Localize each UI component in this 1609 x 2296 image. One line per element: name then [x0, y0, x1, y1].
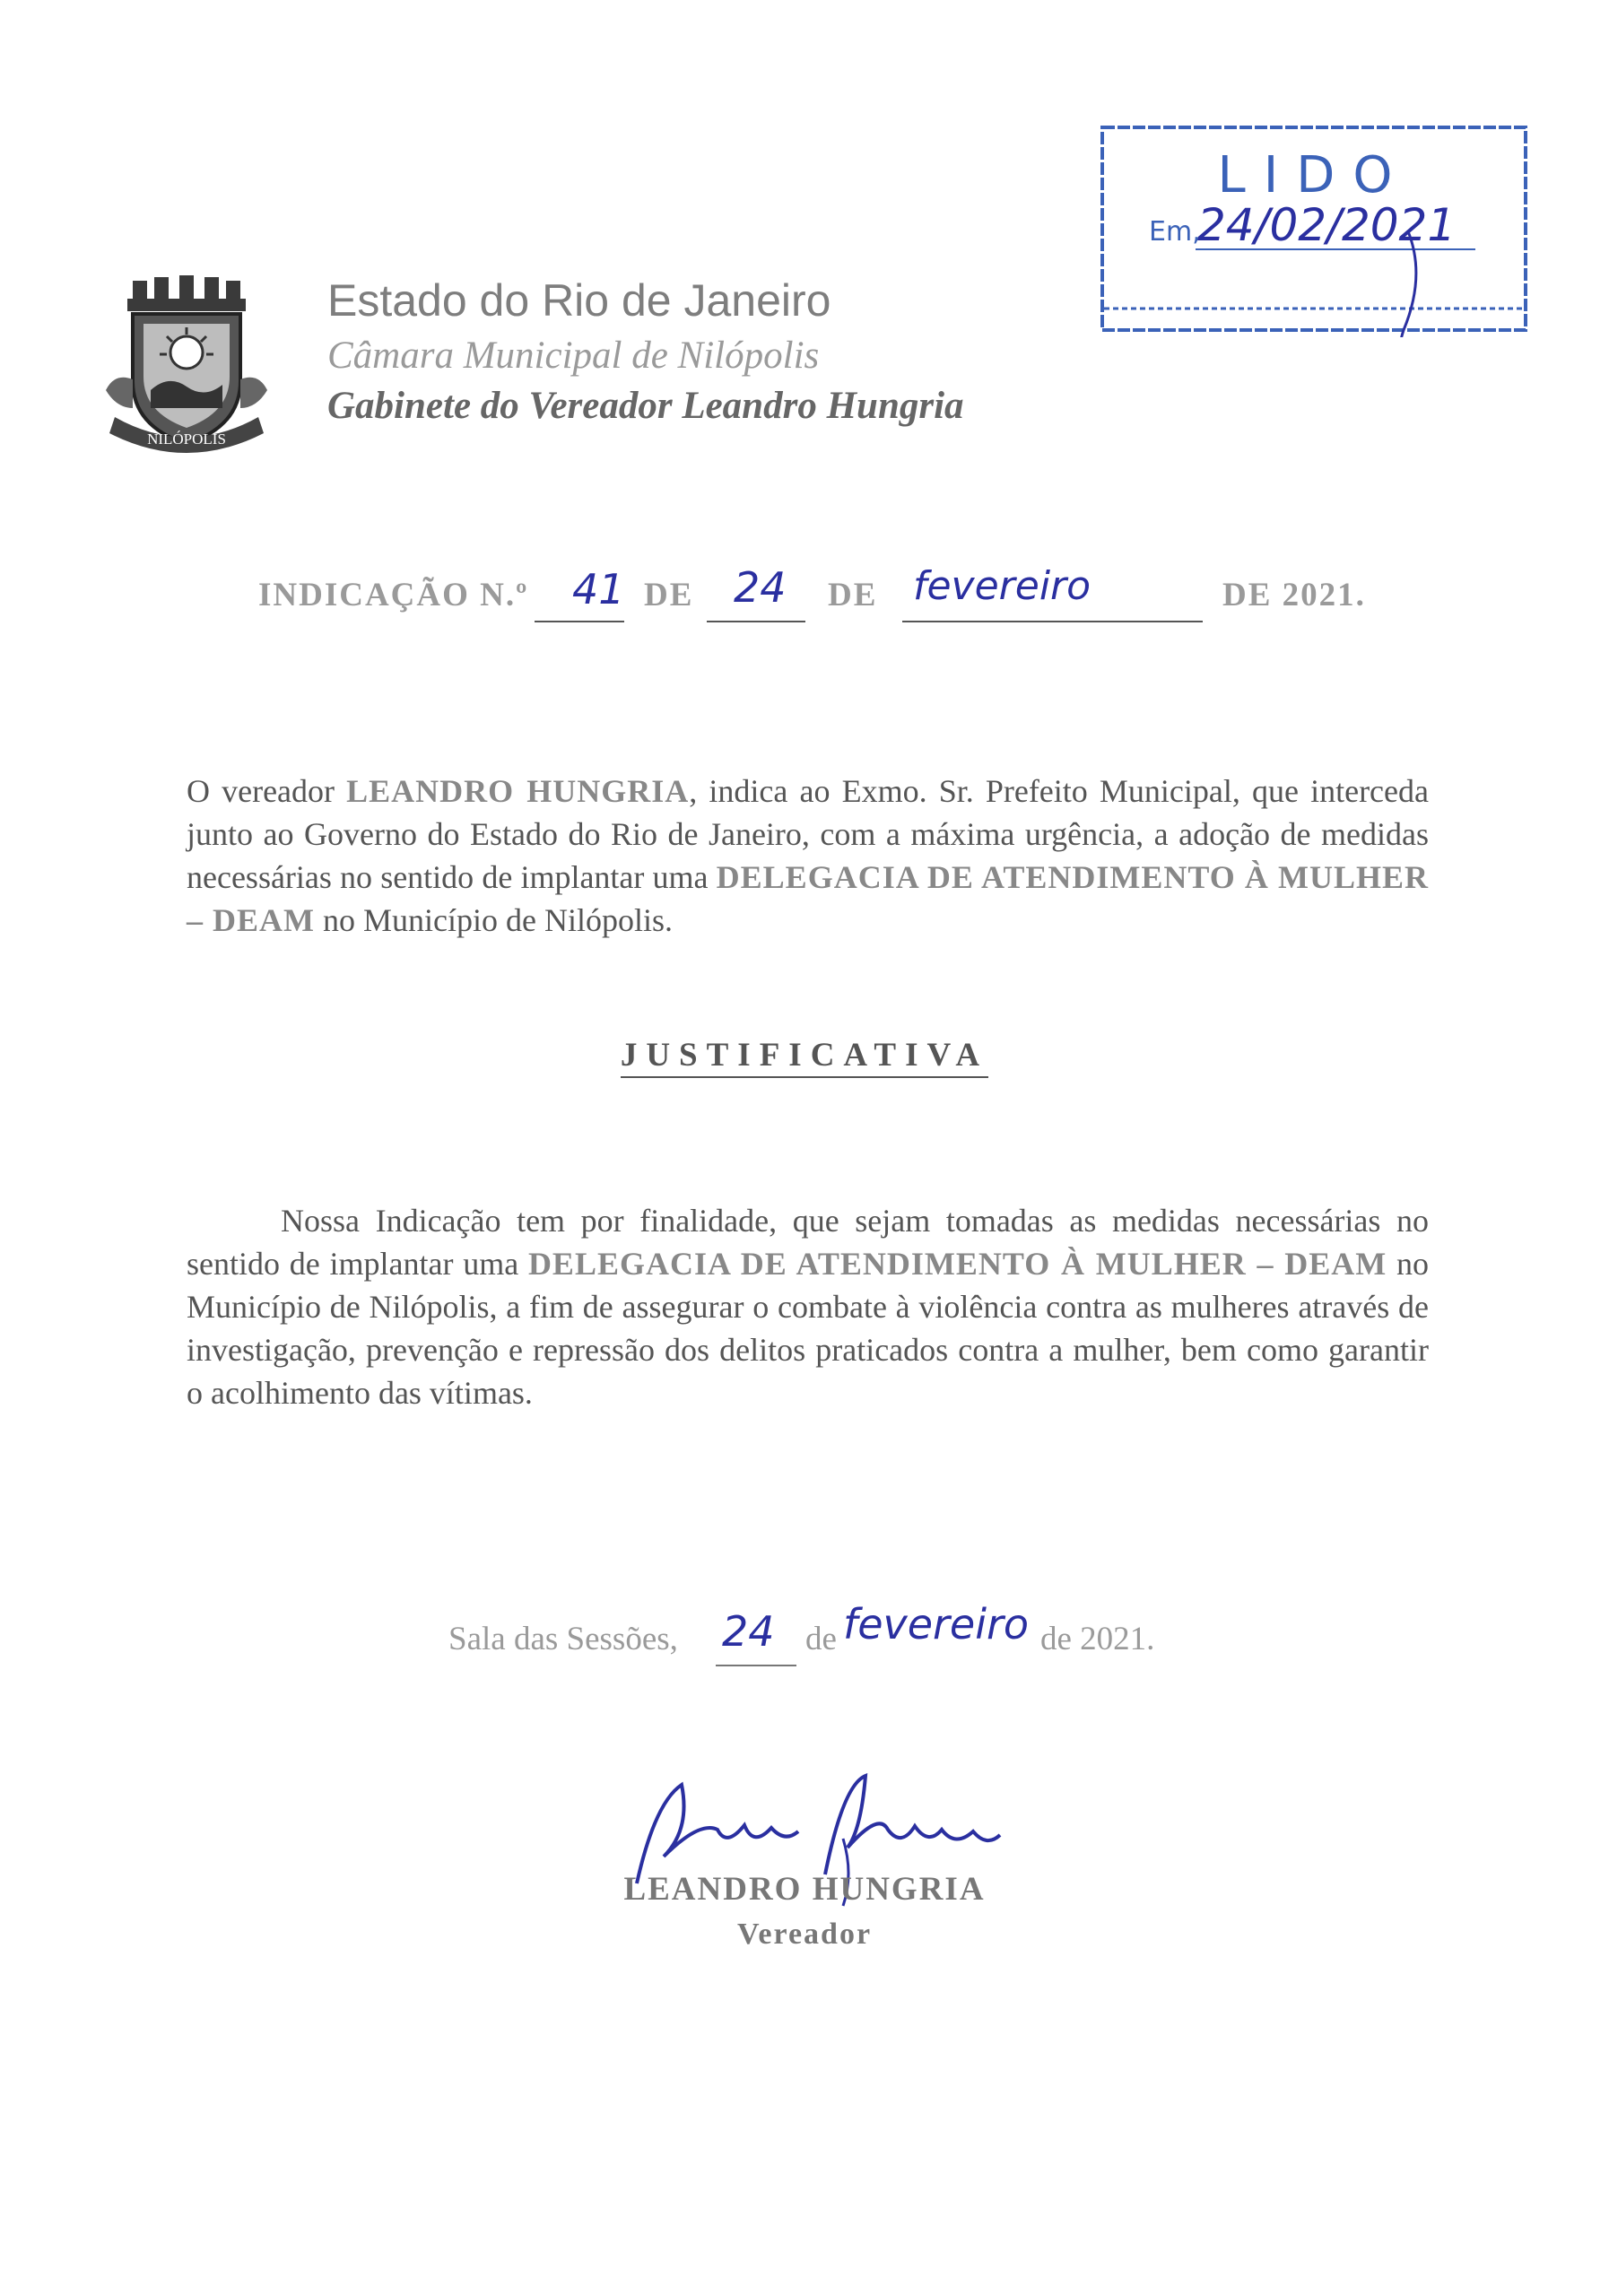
p2-start: Nossa Indicação tem por finalidade, que sejam tomadas as medidas necessárias no sentido de implantar uma: [187, 1203, 1429, 1282]
municipal-crest-icon: [97, 274, 276, 453]
crest-banner-text: NILÓPOLIS: [147, 430, 226, 448]
p1-middle: , indica ao Exmo. Sr. Prefeito Municipal, que interceda junto ao Governo do Estado do Rio de Janeiro, com a máxima urgência, a adoção de medidas necessárias no sentido de implantar uma: [187, 773, 1429, 895]
indicacao-label: INDICAÇÃO N.º: [258, 577, 529, 613]
sala-de: de: [805, 1621, 837, 1657]
indicacao-de2: DE: [828, 577, 878, 613]
header-state: Estado do Rio de Janeiro: [327, 275, 831, 326]
p1-deam: DELEGACIA DE ATENDIMENTO À MULHER – DEAM: [187, 859, 1429, 938]
p2-end: no Município de Nilópolis, a fim de assegurar o combate à violência contra as mulheres através de investigação, prevenção e repressão dos delitos praticados contra a mulher, bem como garantir o acolhimento das vítimas.: [187, 1246, 1430, 1411]
stamp-title: LIDO: [1217, 146, 1411, 204]
p1-start: O vereador: [187, 773, 335, 809]
sala-line: [448, 1600, 1256, 1675]
indicacao-de1: DE: [644, 577, 694, 613]
justificativa-title: JUSTIFICATIVA: [621, 1037, 988, 1078]
indicacao-year: DE 2021.: [1222, 577, 1366, 613]
indicacao-line: [258, 563, 1388, 639]
p2-deam: DELEGACIA DE ATENDIMENTO À MULHER – DEAM: [527, 1246, 1387, 1282]
body-paragraph-1: [187, 770, 1429, 942]
indicacao-month: fevereiro: [913, 563, 1092, 609]
justificativa-heading: [0, 1036, 1609, 1074]
sala-year: de 2021.: [1040, 1621, 1155, 1657]
sala-label: Sala das Sessões,: [448, 1621, 678, 1657]
sala-day: 24: [722, 1607, 775, 1656]
indicacao-day: 24: [734, 563, 787, 612]
lido-stamp: [1099, 124, 1529, 337]
p1-end: no Município de Nilópolis.: [323, 902, 673, 938]
signatory-role: Vereador: [736, 1918, 873, 1951]
body-paragraph-2: [187, 1199, 1429, 1414]
indicacao-number: 41: [572, 565, 625, 613]
header-gabinete: Gabinete do Vereador Leandro Hungria: [327, 385, 964, 427]
stamp-em-label: Em,: [1149, 216, 1201, 248]
sala-month: fevereiro: [843, 1600, 1030, 1648]
header-camara: Câmara Municipal de Nilópolis: [327, 335, 820, 377]
p1-vereador-name: LEANDRO HUNGRIA: [346, 773, 690, 809]
signatory-name: LEANDRO HUNGRIA: [623, 1871, 986, 1908]
stamp-date: 24/02/2021: [1197, 199, 1457, 251]
